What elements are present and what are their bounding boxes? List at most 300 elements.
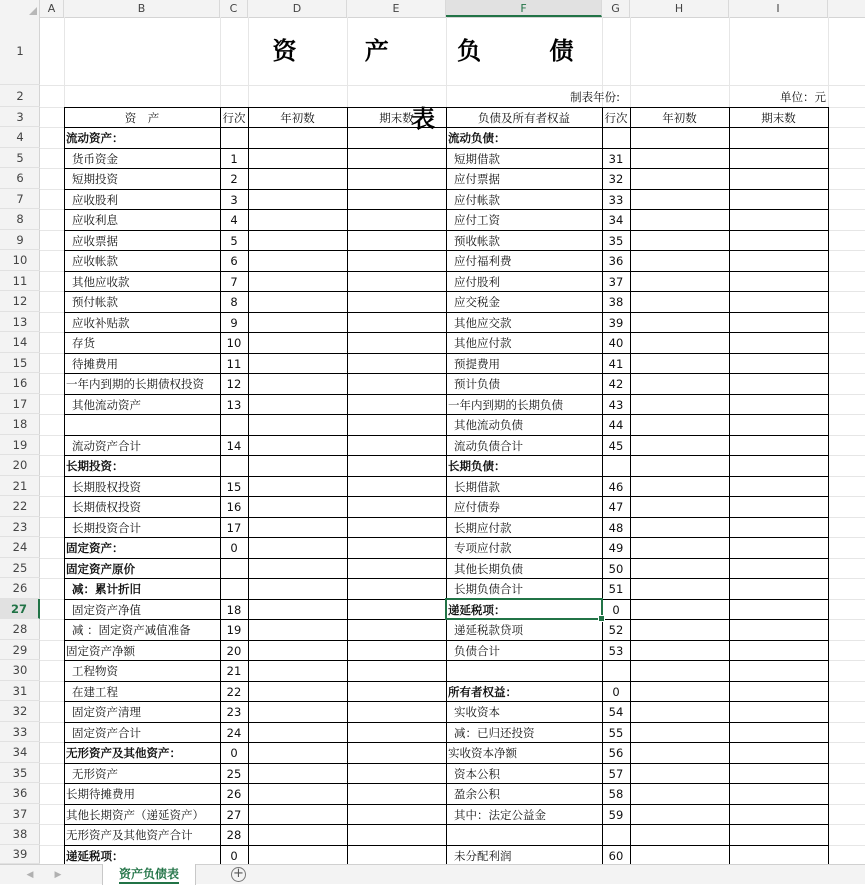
liability-row-no-cell[interactable] (602, 660, 630, 681)
liability-end-cell[interactable] (729, 271, 828, 292)
liability-item-cell[interactable]: 其他流动负债 (454, 418, 523, 432)
liability-end-cell[interactable] (729, 845, 828, 865)
liability-row-no-cell[interactable]: 42 (608, 377, 624, 391)
liability-end-cell[interactable] (729, 763, 828, 784)
asset-end-cell[interactable] (347, 414, 446, 435)
row-header-6[interactable]: 6 (0, 168, 40, 189)
asset-end-cell[interactable] (347, 127, 446, 148)
row-header-3[interactable]: 3 (0, 107, 40, 127)
asset-begin-cell[interactable] (248, 558, 347, 579)
asset-begin-cell[interactable] (248, 783, 347, 804)
liability-row-no-cell[interactable]: 0 (612, 684, 620, 699)
liability-item-cell[interactable]: 应付工资 (454, 213, 500, 227)
liability-end-cell[interactable] (729, 578, 828, 599)
liability-end-cell[interactable] (729, 660, 828, 681)
liability-item-cell[interactable]: 其他长期负债 (454, 561, 523, 576)
liability-item-cell[interactable]: 预收帐款 (454, 233, 500, 248)
asset-end-cell[interactable] (347, 763, 446, 784)
asset-end-cell[interactable] (347, 230, 446, 251)
liability-item-cell[interactable]: 一年内到期的长期负债 (448, 397, 563, 412)
asset-end-cell[interactable] (347, 517, 446, 538)
liability-row-no-cell[interactable]: 57 (608, 766, 624, 781)
row-header-12[interactable]: 12 (0, 291, 40, 312)
liability-begin-cell[interactable] (630, 230, 729, 251)
asset-item-cell[interactable]: 无形资产 (72, 766, 118, 781)
row-header-28[interactable]: 28 (0, 619, 40, 640)
liability-begin-cell[interactable] (630, 701, 729, 722)
asset-begin-cell[interactable] (248, 701, 347, 722)
row-header-32[interactable]: 32 (0, 701, 40, 722)
row-header-8[interactable]: 8 (0, 209, 40, 230)
liability-row-no-cell[interactable]: 35 (608, 233, 624, 248)
liability-row-no-cell[interactable]: 33 (608, 192, 624, 207)
row-header-26[interactable]: 26 (0, 578, 40, 599)
asset-item-cell[interactable]: 应收利息 (72, 213, 118, 227)
liability-item-cell[interactable]: 预提费用 (454, 356, 500, 371)
liability-item-cell[interactable]: 长期应付款 (454, 520, 512, 535)
asset-item-cell[interactable]: 减 ：固定资产减值准备 (72, 623, 191, 637)
liability-item-cell[interactable]: 递延税款贷项 (454, 623, 523, 637)
liability-item-cell[interactable]: 所有者权益： (448, 684, 517, 699)
asset-row-no-cell[interactable] (220, 558, 248, 579)
asset-item-cell[interactable]: 工程物资 (72, 664, 118, 678)
asset-end-cell[interactable] (347, 804, 446, 825)
liability-row-no-cell[interactable]: 38 (608, 295, 624, 309)
asset-row-no-cell[interactable]: 25 (226, 766, 242, 781)
row-header-7[interactable]: 7 (0, 189, 40, 210)
row-header-24[interactable]: 24 (0, 537, 40, 558)
liability-end-cell[interactable] (729, 558, 828, 579)
asset-begin-cell[interactable] (248, 230, 347, 251)
liability-begin-cell[interactable] (630, 660, 729, 681)
asset-row-no-cell[interactable]: 8 (230, 295, 238, 309)
asset-item-cell[interactable]: 预付帐款 (72, 295, 118, 309)
row-header-10[interactable]: 10 (0, 250, 40, 271)
asset-row-no-cell[interactable]: 17 (226, 520, 242, 535)
asset-item-cell[interactable]: 固定资产净值 (72, 602, 141, 617)
column-header-b[interactable]: B (64, 0, 220, 17)
liability-end-cell[interactable] (729, 701, 828, 722)
liability-end-cell[interactable] (729, 312, 828, 333)
asset-end-cell[interactable] (347, 455, 446, 476)
asset-end-cell[interactable] (347, 148, 446, 169)
column-header-a[interactable]: A (40, 0, 64, 17)
row-header-14[interactable]: 14 (0, 332, 40, 353)
asset-begin-cell[interactable] (248, 578, 347, 599)
report-year-label[interactable]: 制表年份: (570, 90, 620, 104)
asset-end-cell[interactable] (347, 619, 446, 640)
liability-row-no-cell[interactable]: 51 (608, 582, 624, 596)
row-header-38[interactable]: 38 (0, 824, 40, 845)
asset-begin-cell[interactable] (248, 681, 347, 702)
asset-item-cell[interactable]: 固定资产原价 (66, 561, 135, 576)
asset-row-no-cell[interactable]: 0 (230, 746, 238, 760)
asset-row-no-cell[interactable] (220, 578, 248, 599)
liability-item-cell[interactable]: 应付帐款 (454, 192, 500, 207)
asset-item-cell[interactable]: 在建工程 (72, 684, 118, 699)
liability-begin-cell[interactable] (630, 312, 729, 333)
asset-row-no-cell[interactable]: 22 (226, 684, 242, 699)
liability-row-no-cell[interactable]: 46 (608, 479, 624, 494)
liability-begin-cell[interactable] (630, 599, 729, 620)
asset-end-cell[interactable] (347, 824, 446, 845)
liability-end-cell[interactable] (729, 209, 828, 230)
liability-begin-cell[interactable] (630, 722, 729, 743)
liability-end-cell[interactable] (729, 332, 828, 353)
column-header-f[interactable]: F (446, 0, 602, 17)
asset-row-no-cell[interactable] (220, 455, 248, 476)
row-header-19[interactable]: 19 (0, 435, 40, 456)
liability-item-cell[interactable]: 应付票据 (454, 172, 500, 186)
add-sheet-icon[interactable]: + (231, 867, 246, 882)
liability-row-no-cell[interactable]: 37 (608, 274, 624, 289)
liability-row-no-cell[interactable]: 59 (608, 807, 624, 822)
asset-row-no-cell[interactable] (220, 414, 248, 435)
liability-item-cell[interactable]: 长期借款 (454, 479, 500, 494)
column-header-c[interactable]: C (220, 0, 248, 17)
liability-end-cell[interactable] (729, 189, 828, 210)
asset-row-no-cell[interactable]: 7 (230, 274, 238, 289)
sheet-tab-active[interactable]: 资产负债表 (102, 864, 196, 885)
asset-begin-cell[interactable] (248, 537, 347, 558)
asset-item-cell[interactable]: 应收帐款 (72, 254, 118, 268)
liability-item-cell[interactable]: 递延税项： (448, 602, 506, 617)
liability-row-no-cell[interactable]: 32 (608, 172, 624, 186)
row-header-39[interactable]: 39 (0, 845, 40, 865)
asset-begin-cell[interactable] (248, 209, 347, 230)
liability-begin-cell[interactable] (630, 804, 729, 825)
asset-end-cell[interactable] (347, 476, 446, 497)
liability-item-cell[interactable]: 短期借款 (454, 151, 500, 166)
asset-row-no-cell[interactable]: 15 (226, 479, 242, 494)
liability-row-no-cell[interactable]: 40 (608, 336, 624, 350)
asset-row-no-cell[interactable]: 28 (226, 828, 242, 842)
asset-row-no-cell[interactable]: 3 (230, 192, 238, 207)
liability-row-no-cell[interactable]: 34 (608, 213, 624, 227)
liability-item-cell[interactable]: 流动负债合计 (454, 438, 523, 453)
row-header-11[interactable]: 11 (0, 271, 40, 292)
asset-row-no-cell[interactable]: 10 (226, 336, 242, 350)
column-header-g[interactable]: G (602, 0, 630, 17)
liability-end-cell[interactable] (729, 496, 828, 517)
asset-row-no-cell[interactable]: 0 (230, 848, 238, 863)
asset-end-cell[interactable] (347, 742, 446, 763)
row-header-29[interactable]: 29 (0, 640, 40, 661)
asset-item-cell[interactable]: 货币资金 (72, 151, 118, 166)
asset-item-cell[interactable]: 其他流动资产 (72, 397, 141, 412)
row-header-35[interactable]: 35 (0, 763, 40, 784)
asset-row-no-cell[interactable]: 12 (226, 377, 242, 391)
liability-end-cell[interactable] (729, 148, 828, 169)
asset-item-cell[interactable]: 固定资产净额 (66, 643, 135, 658)
liability-item-cell[interactable]: 应付股利 (454, 274, 500, 289)
asset-item-cell[interactable]: 应收票据 (72, 233, 118, 248)
asset-begin-cell[interactable] (248, 599, 347, 620)
liability-begin-cell[interactable] (630, 455, 729, 476)
asset-begin-cell[interactable] (248, 640, 347, 661)
asset-end-cell[interactable] (347, 312, 446, 333)
asset-item-cell[interactable]: 无形资产及其他资产： (66, 746, 181, 760)
liability-begin-cell[interactable] (630, 578, 729, 599)
asset-item-cell[interactable]: 长期投资： (66, 459, 124, 473)
header-begin-amount[interactable]: 年初数 (280, 111, 315, 125)
column-header-e[interactable]: E (347, 0, 446, 17)
liability-begin-cell[interactable] (630, 291, 729, 312)
asset-begin-cell[interactable] (248, 312, 347, 333)
asset-end-cell[interactable] (347, 271, 446, 292)
asset-end-cell[interactable] (347, 209, 446, 230)
liability-end-cell[interactable] (729, 640, 828, 661)
asset-row-no-cell[interactable]: 5 (230, 233, 238, 248)
liability-begin-cell[interactable] (630, 435, 729, 456)
liability-end-cell[interactable] (729, 353, 828, 374)
liability-row-no-cell[interactable]: 0 (612, 602, 620, 617)
liability-row-no-cell[interactable]: 43 (608, 397, 624, 412)
liability-row-no-cell[interactable]: 48 (608, 520, 624, 535)
liability-item-cell[interactable]: 预计负债 (454, 377, 500, 391)
liability-end-cell[interactable] (729, 373, 828, 394)
asset-item-cell[interactable]: 长期待摊费用 (66, 787, 135, 801)
row-header-21[interactable]: 21 (0, 476, 40, 497)
asset-row-no-cell[interactable]: 27 (226, 807, 242, 822)
row-header-9[interactable]: 9 (0, 230, 40, 251)
asset-item-cell[interactable]: 短期投资 (72, 172, 118, 186)
asset-item-cell[interactable]: 减：累计折旧 (72, 582, 141, 596)
liability-end-cell[interactable] (729, 722, 828, 743)
row-header-23[interactable]: 23 (0, 517, 40, 538)
liability-end-cell[interactable] (729, 435, 828, 456)
asset-begin-cell[interactable] (248, 168, 347, 189)
asset-row-no-cell[interactable]: 20 (226, 643, 242, 658)
liability-begin-cell[interactable] (630, 373, 729, 394)
liability-end-cell[interactable] (729, 476, 828, 497)
row-header-25[interactable]: 25 (0, 558, 40, 579)
liability-row-no-cell[interactable]: 44 (608, 418, 624, 432)
liability-item-cell[interactable]: 负债合计 (454, 643, 500, 658)
liability-begin-cell[interactable] (630, 558, 729, 579)
asset-item-cell[interactable]: 无形资产及其他资产合计 (66, 828, 193, 842)
liability-row-no-cell[interactable]: 49 (608, 541, 624, 555)
asset-item-cell[interactable]: 一年内到期的长期债权投资 (66, 377, 204, 391)
asset-item-cell[interactable]: 其他应收款 (72, 274, 130, 289)
row-header-15[interactable]: 15 (0, 353, 40, 374)
row-header-16[interactable]: 16 (0, 373, 40, 394)
liability-row-no-cell[interactable]: 39 (608, 315, 624, 330)
liability-item-cell[interactable] (446, 660, 602, 681)
asset-item-cell[interactable]: 待摊费用 (72, 356, 118, 371)
liability-begin-cell[interactable] (630, 127, 729, 148)
header-begin-amount-2[interactable]: 年初数 (662, 111, 697, 125)
liability-row-no-cell[interactable] (602, 127, 630, 148)
asset-begin-cell[interactable] (248, 763, 347, 784)
select-all-corner[interactable] (0, 0, 40, 17)
asset-row-no-cell[interactable]: 1 (230, 151, 238, 166)
asset-item-cell[interactable]: 固定资产： (66, 541, 124, 555)
liability-item-cell[interactable] (446, 824, 602, 845)
asset-end-cell[interactable] (347, 537, 446, 558)
liability-row-no-cell[interactable]: 60 (608, 848, 624, 863)
liability-item-cell[interactable]: 其中：法定公益金 (454, 807, 546, 822)
row-header-37[interactable]: 37 (0, 804, 40, 825)
asset-end-cell[interactable] (347, 558, 446, 579)
asset-begin-cell[interactable] (248, 332, 347, 353)
header-end-amount-2[interactable]: 期末数 (761, 111, 796, 125)
row-header-2[interactable]: 2 (0, 85, 40, 107)
liability-item-cell[interactable]: 盈余公积 (454, 787, 500, 801)
liability-begin-cell[interactable] (630, 537, 729, 558)
asset-begin-cell[interactable] (248, 660, 347, 681)
liability-begin-cell[interactable] (630, 763, 729, 784)
liability-end-cell[interactable] (729, 291, 828, 312)
liability-end-cell[interactable] (729, 804, 828, 825)
asset-item-cell[interactable]: 应收股利 (72, 192, 118, 207)
liability-end-cell[interactable] (729, 681, 828, 702)
row-header-22[interactable]: 22 (0, 496, 40, 517)
asset-item-cell[interactable]: 流动资产合计 (72, 438, 141, 453)
liability-end-cell[interactable] (729, 414, 828, 435)
liability-item-cell[interactable]: 其他应付款 (454, 336, 512, 350)
asset-begin-cell[interactable] (248, 291, 347, 312)
row-header-34[interactable]: 34 (0, 742, 40, 763)
asset-row-no-cell[interactable]: 23 (226, 705, 242, 719)
liability-end-cell[interactable] (729, 455, 828, 476)
liability-begin-cell[interactable] (630, 681, 729, 702)
asset-row-no-cell[interactable]: 6 (230, 254, 238, 268)
prev-sheet-icon[interactable]: ◀ (26, 870, 34, 880)
asset-row-no-cell[interactable]: 0 (230, 541, 238, 555)
asset-item-cell[interactable]: 固定资产清理 (72, 705, 141, 719)
liability-item-cell[interactable]: 应付债券 (454, 500, 500, 514)
asset-begin-cell[interactable] (248, 722, 347, 743)
asset-begin-cell[interactable] (248, 250, 347, 271)
row-header-17[interactable]: 17 (0, 394, 40, 415)
liability-begin-cell[interactable] (630, 845, 729, 865)
liability-begin-cell[interactable] (630, 824, 729, 845)
asset-item-cell[interactable]: 长期投资合计 (72, 520, 141, 535)
liability-item-cell[interactable]: 流动负债： (448, 131, 506, 145)
asset-end-cell[interactable] (347, 660, 446, 681)
sheet-title[interactable]: 资 产 负 债 表 (272, 36, 604, 133)
liability-row-no-cell[interactable]: 31 (608, 151, 624, 166)
asset-begin-cell[interactable] (248, 824, 347, 845)
asset-end-cell[interactable] (347, 250, 446, 271)
asset-item-cell[interactable]: 流动资产： (66, 131, 124, 145)
asset-begin-cell[interactable] (248, 189, 347, 210)
asset-end-cell[interactable] (347, 332, 446, 353)
column-header-h[interactable]: H (630, 0, 729, 17)
liability-item-cell[interactable]: 应付福利费 (454, 254, 512, 268)
liability-end-cell[interactable] (729, 599, 828, 620)
asset-item-cell[interactable]: 长期债权投资 (72, 500, 141, 514)
asset-end-cell[interactable] (347, 681, 446, 702)
asset-begin-cell[interactable] (248, 271, 347, 292)
asset-item-cell[interactable]: 存货 (72, 336, 95, 350)
asset-row-no-cell[interactable]: 18 (226, 602, 242, 617)
liability-begin-cell[interactable] (630, 271, 729, 292)
asset-end-cell[interactable] (347, 722, 446, 743)
row-header-30[interactable]: 30 (0, 660, 40, 681)
liability-item-cell[interactable]: 实收资本 (454, 705, 500, 719)
asset-row-no-cell[interactable]: 24 (226, 725, 242, 740)
asset-begin-cell[interactable] (248, 517, 347, 538)
liability-item-cell[interactable]: 资本公积 (454, 766, 500, 781)
asset-begin-cell[interactable] (248, 496, 347, 517)
liability-row-no-cell[interactable]: 53 (608, 643, 624, 658)
asset-item-cell[interactable]: 递延税项： (66, 848, 124, 863)
liability-end-cell[interactable] (729, 168, 828, 189)
asset-begin-cell[interactable] (248, 804, 347, 825)
liability-row-no-cell[interactable]: 45 (608, 438, 624, 453)
asset-row-no-cell[interactable]: 11 (226, 356, 242, 371)
liability-item-cell[interactable]: 实收资本净额 (448, 746, 517, 760)
liability-begin-cell[interactable] (630, 742, 729, 763)
asset-begin-cell[interactable] (248, 414, 347, 435)
liability-item-cell[interactable]: 专项应付款 (454, 541, 512, 555)
liability-begin-cell[interactable] (630, 496, 729, 517)
liability-row-no-cell[interactable]: 55 (608, 725, 624, 740)
asset-end-cell[interactable] (347, 701, 446, 722)
asset-row-no-cell[interactable]: 13 (226, 397, 242, 412)
liability-begin-cell[interactable] (630, 517, 729, 538)
liability-begin-cell[interactable] (630, 353, 729, 374)
asset-row-no-cell[interactable]: 14 (226, 438, 242, 453)
liability-end-cell[interactable] (729, 742, 828, 763)
liability-item-cell[interactable]: 长期负债合计 (454, 582, 523, 596)
row-header-1[interactable]: 1 (0, 17, 40, 85)
row-header-27[interactable]: 27 (0, 599, 40, 620)
liability-begin-cell[interactable] (630, 250, 729, 271)
asset-begin-cell[interactable] (248, 742, 347, 763)
active-cell-selection[interactable] (445, 598, 603, 621)
liability-begin-cell[interactable] (630, 476, 729, 497)
liability-begin-cell[interactable] (630, 783, 729, 804)
asset-item-cell[interactable]: 应收补贴款 (72, 315, 130, 330)
asset-begin-cell[interactable] (248, 845, 347, 865)
asset-row-no-cell[interactable]: 26 (226, 787, 242, 801)
header-row-no-2[interactable]: 行次 (604, 111, 628, 125)
liability-row-no-cell[interactable]: 50 (608, 561, 624, 576)
asset-end-cell[interactable] (347, 189, 446, 210)
asset-begin-cell[interactable] (248, 455, 347, 476)
asset-begin-cell[interactable] (248, 148, 347, 169)
header-liability-equity[interactable]: 负债及所有者权益 (478, 111, 570, 125)
liability-item-cell[interactable]: 长期负债： (448, 459, 506, 473)
liability-item-cell[interactable]: 未分配利润 (454, 848, 512, 863)
asset-row-no-cell[interactable]: 19 (226, 623, 242, 637)
asset-row-no-cell[interactable]: 9 (230, 315, 238, 330)
liability-begin-cell[interactable] (630, 168, 729, 189)
asset-row-no-cell[interactable]: 2 (230, 172, 238, 186)
row-header-36[interactable]: 36 (0, 783, 40, 804)
row-header-20[interactable]: 20 (0, 455, 40, 476)
asset-end-cell[interactable] (347, 373, 446, 394)
asset-end-cell[interactable] (347, 168, 446, 189)
header-asset[interactable]: 资 产 (124, 111, 160, 125)
asset-item-cell[interactable]: 长期股权投资 (72, 479, 141, 494)
asset-end-cell[interactable] (347, 578, 446, 599)
asset-end-cell[interactable] (347, 640, 446, 661)
row-header-31[interactable]: 31 (0, 681, 40, 702)
asset-item-cell[interactable]: 固定资产合计 (72, 725, 141, 740)
liability-end-cell[interactable] (729, 619, 828, 640)
liability-begin-cell[interactable] (630, 619, 729, 640)
liability-begin-cell[interactable] (630, 332, 729, 353)
column-header-d[interactable]: D (248, 0, 347, 17)
asset-end-cell[interactable] (347, 845, 446, 865)
liability-row-no-cell[interactable] (602, 824, 630, 845)
liability-row-no-cell[interactable]: 36 (608, 254, 624, 268)
asset-end-cell[interactable] (347, 353, 446, 374)
